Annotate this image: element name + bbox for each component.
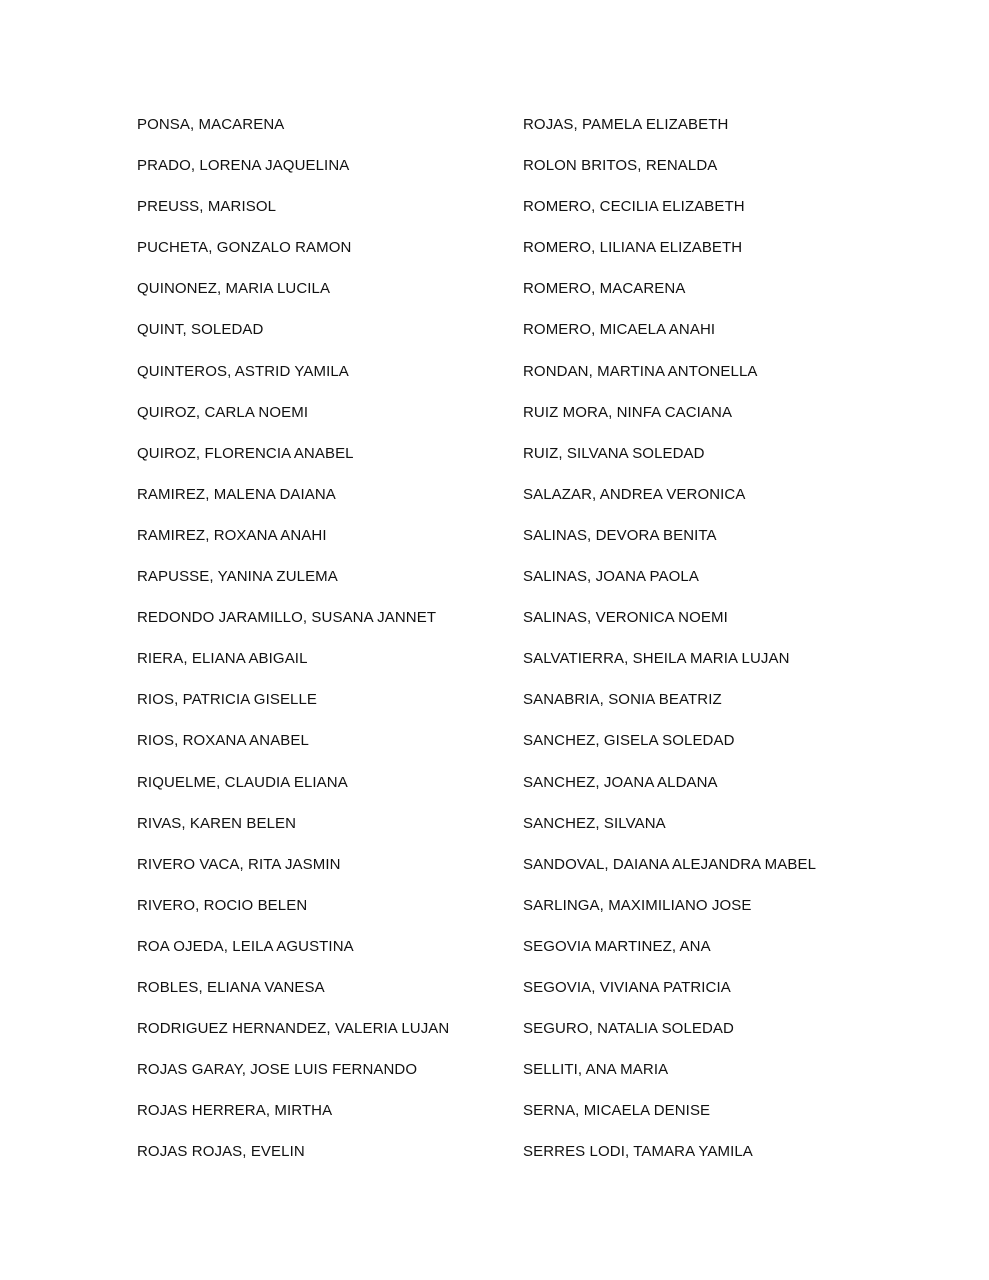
name-entry: RIQUELME, CLAUDIA ELIANA — [137, 773, 348, 791]
name-entry: RAPUSSE, YANINA ZULEMA — [137, 568, 338, 586]
name-entry: PRADO, LORENA JAQUELINA — [137, 157, 350, 175]
name-entry: ROJAS GARAY, JOSE LUIS FERNANDO — [137, 1061, 418, 1079]
name-entry: PONSA, MACARENA — [137, 116, 285, 133]
names-column-right — [523, 114, 816, 1182]
name-entry: SANABRIA, SONIA BEATRIZ — [523, 691, 722, 709]
name-entry: QUIROZ, CARLA NOEMI — [137, 403, 309, 421]
name-entry: ROA OJEDA, LEILA AGUSTINA — [137, 937, 354, 955]
name-entry: SERNA, MICAELA DENISE — [523, 1102, 711, 1120]
name-entry: RAMIREZ, MALENA DAIANA — [137, 485, 336, 503]
name-entry: RUIZ MORA, NINFA CACIANA — [523, 403, 733, 421]
name-entry: ROJAS, PAMELA ELIZABETH — [523, 116, 729, 133]
name-entry: RIOS, ROXANA ANABEL — [137, 732, 309, 750]
name-entry: ROJAS ROJAS, EVELIN — [137, 1143, 305, 1161]
name-entry: ROMERO, LILIANA ELIZABETH — [523, 239, 743, 257]
name-entry: ROMERO, MICAELA ANAHI — [523, 321, 716, 339]
name-entry: RIVERO, ROCIO BELEN — [137, 896, 308, 914]
name-entry: SEGOVIA MARTINEZ, ANA — [523, 937, 711, 955]
name-entry: SALINAS, VERONICA NOEMI — [523, 609, 728, 627]
name-entry: ROMERO, MACARENA — [523, 280, 686, 298]
name-entry: SANDOVAL, DAIANA ALEJANDRA MABEL — [523, 855, 817, 873]
name-entry: RIVAS, KAREN BELEN — [137, 814, 297, 832]
name-entry: SANCHEZ, GISELA SOLEDAD — [523, 732, 735, 750]
name-entry: SANCHEZ, JOANA ALDANA — [523, 773, 718, 791]
name-entry: ROLON BRITOS, RENALDA — [523, 157, 718, 175]
name-entry: SALVATIERRA, SHEILA MARIA LUJAN — [523, 650, 790, 668]
name-entry: SALINAS, DEVORA BENITA — [523, 526, 717, 544]
names-column-left — [137, 114, 449, 1182]
name-entry: SERRES LODI, TAMARA YAMILA — [523, 1143, 753, 1161]
name-entry: ROMERO, CECILIA ELIZABETH — [523, 198, 745, 216]
name-entry: RIOS, PATRICIA GISELLE — [137, 691, 318, 709]
name-entry: PREUSS, MARISOL — [137, 198, 277, 216]
name-entry: SEGURO, NATALIA SOLEDAD — [523, 1020, 734, 1038]
name-entry: SARLINGA, MAXIMILIANO JOSE — [523, 896, 752, 914]
name-entry: SEGOVIA, VIVIANA PATRICIA — [523, 978, 731, 996]
name-entry: QUIROZ, FLORENCIA ANABEL — [137, 444, 354, 462]
name-entry: RUIZ, SILVANA SOLEDAD — [523, 444, 705, 462]
name-entry: QUINONEZ, MARIA LUCILA — [137, 280, 331, 298]
name-entry: SALAZAR, ANDREA VERONICA — [523, 485, 746, 503]
name-entry: QUINT, SOLEDAD — [137, 321, 264, 339]
name-entry: RONDAN, MARTINA ANTONELLA — [523, 362, 758, 380]
name-entry: SALINAS, JOANA PAOLA — [523, 568, 699, 586]
name-entry: RIERA, ELIANA ABIGAIL — [137, 650, 308, 668]
name-entry: PUCHETA, GONZALO RAMON — [137, 239, 352, 257]
name-entry: REDONDO JARAMILLO, SUSANA JANNET — [137, 609, 437, 627]
name-entry: QUINTEROS, ASTRID YAMILA — [137, 362, 349, 380]
name-entry: RODRIGUEZ HERNANDEZ, VALERIA LUJAN — [137, 1020, 450, 1038]
name-entry: RAMIREZ, ROXANA ANAHI — [137, 526, 327, 544]
name-entry: SELLITI, ANA MARIA — [523, 1061, 669, 1079]
name-entry: RIVERO VACA, RITA JASMIN — [137, 855, 341, 873]
name-entry: ROBLES, ELIANA VANESA — [137, 978, 325, 996]
name-entry: ROJAS HERRERA, MIRTHA — [137, 1102, 333, 1120]
name-entry: SANCHEZ, SILVANA — [523, 814, 666, 832]
